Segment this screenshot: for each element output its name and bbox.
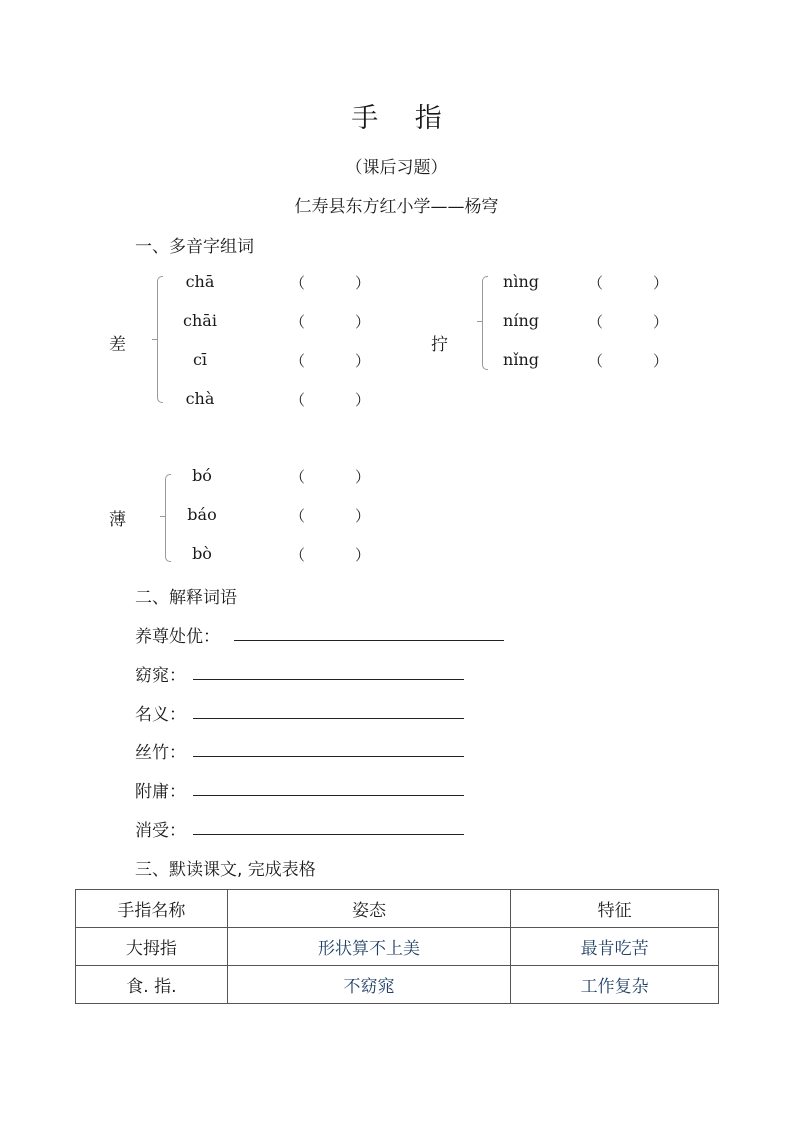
section3-heading: 三、默读课文, 完成表格 [135, 860, 316, 880]
table-cell: 工作复杂 [511, 966, 719, 1004]
paren-open: （ [588, 352, 604, 370]
answer-line[interactable] [234, 640, 504, 641]
polyphone-char: 薄 [109, 510, 126, 530]
header-cell: 特征 [511, 890, 719, 928]
page-title: 手 指 [351, 103, 456, 134]
table-cell: 食. 指. [76, 966, 228, 1004]
answer-line[interactable] [193, 756, 464, 757]
section1-heading: 一、多音字组词 [135, 237, 254, 257]
paren-open: （ [290, 274, 306, 292]
header-cell: 姿态 [227, 890, 511, 928]
pinyin-reading: níng [503, 311, 539, 330]
table-row [76, 928, 719, 966]
paren-close: ） [355, 546, 371, 564]
term-label: 养尊处优： [135, 627, 220, 647]
pinyin-reading: bò [192, 544, 212, 563]
pinyin-reading: bó [192, 466, 212, 485]
polyphone-char: 差 [109, 335, 126, 355]
paren-close: ） [355, 507, 371, 525]
pinyin-reading: nǐng [503, 350, 539, 369]
answer-line[interactable] [193, 679, 464, 680]
finger-table [75, 889, 719, 1004]
paren-open: （ [290, 546, 306, 564]
pinyin-reading: báo [187, 505, 217, 524]
pinyin-reading: cī [192, 350, 208, 369]
table-cell: 形状算不上美 [227, 928, 511, 966]
table-header-row [76, 890, 719, 928]
paren-open: （ [290, 313, 306, 331]
answer-line[interactable] [193, 834, 464, 835]
table-cell: 最肯吃苦 [511, 928, 719, 966]
answer-line[interactable] [193, 795, 464, 796]
pinyin-reading: nìng [503, 272, 539, 291]
section2-heading: 二、解释词语 [135, 588, 237, 608]
paren-open: （ [290, 468, 306, 486]
brace [157, 276, 163, 403]
paren-open: （ [290, 352, 306, 370]
paren-close: ） [653, 352, 669, 370]
term-label: 名义： [135, 705, 186, 725]
table-row [76, 966, 719, 1004]
paren-open: （ [588, 313, 604, 331]
pinyin-reading: chāi [183, 311, 217, 330]
paren-close: ） [355, 313, 371, 331]
term-label: 窈窕： [135, 666, 186, 686]
table-cell: 大拇指 [76, 928, 228, 966]
paren-open: （ [290, 391, 306, 409]
pinyin-reading: chā [185, 272, 215, 291]
polyphone-char: 拧 [431, 335, 448, 355]
paren-open: （ [290, 507, 306, 525]
term-label: 消受： [135, 821, 186, 841]
answer-line[interactable] [193, 718, 464, 719]
paren-close: ） [355, 352, 371, 370]
paren-close: ） [653, 274, 669, 292]
paren-close: ） [355, 391, 371, 409]
author-line: 仁寿县东方红小学——杨穹 [294, 197, 499, 217]
table-cell: 不窈窕 [227, 966, 511, 1004]
term-label: 丝竹： [135, 743, 186, 763]
paren-close: ） [355, 274, 371, 292]
brace-tick [152, 339, 157, 340]
header-cell: 手指名称 [76, 890, 228, 928]
term-label: 附庸： [135, 782, 186, 802]
page-subtitle: （课后习题） [345, 158, 448, 178]
paren-open: （ [588, 274, 604, 292]
paren-close: ） [653, 313, 669, 331]
pinyin-reading: chà [185, 389, 215, 408]
paren-close: ） [355, 468, 371, 486]
